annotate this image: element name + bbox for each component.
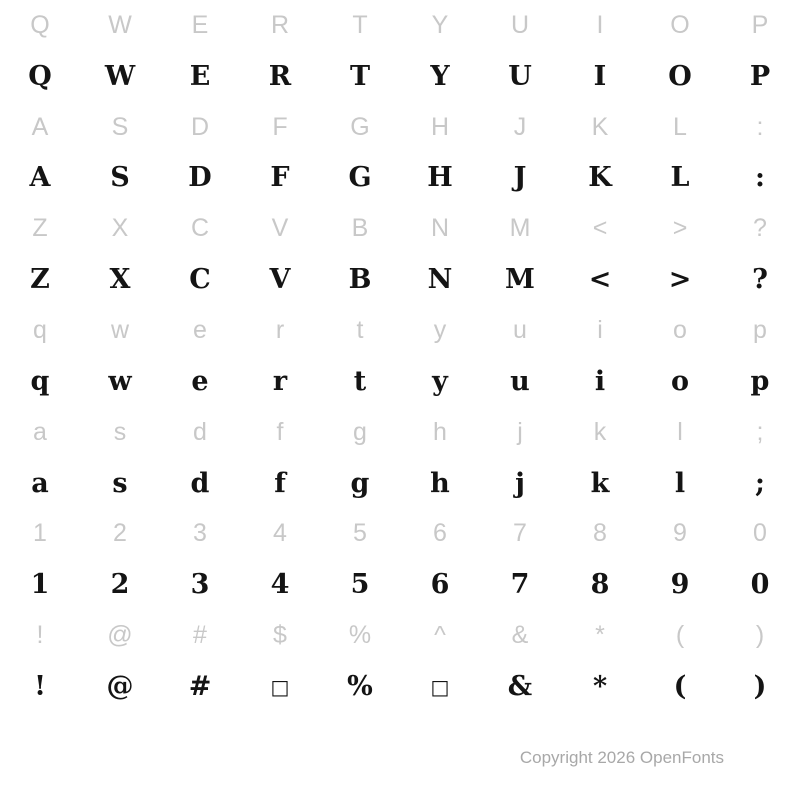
glyph-sample: < xyxy=(588,264,612,296)
glyph-sample: ? xyxy=(752,264,768,296)
key-label: ! xyxy=(36,621,44,650)
key-label: 0 xyxy=(753,519,767,548)
glyph-sample: u xyxy=(510,365,530,397)
key-label: F xyxy=(272,112,288,141)
key-label: B xyxy=(351,214,369,243)
glyph-sample: % xyxy=(347,671,373,703)
glyph-sample: X xyxy=(109,264,131,296)
key-label: % xyxy=(348,621,372,650)
glyph-sample: 9 xyxy=(670,569,690,601)
glyph-sample: Y xyxy=(430,60,450,92)
glyph-sample: S xyxy=(110,162,130,194)
key-label: i xyxy=(597,316,603,345)
glyph-sample: a xyxy=(31,467,49,499)
glyph-sample: ) xyxy=(753,671,767,703)
glyph-sample: r xyxy=(272,365,288,397)
glyph-sample: 6 xyxy=(430,569,450,601)
key-label: 6 xyxy=(433,519,447,548)
key-label: 4 xyxy=(273,519,287,548)
glyph-sample: k xyxy=(590,467,610,499)
key-label: H xyxy=(430,112,450,141)
glyph-sample: Z xyxy=(30,264,50,296)
glyph-sample: 8 xyxy=(590,569,610,601)
key-label: y xyxy=(433,316,447,345)
glyph-sample: g xyxy=(350,467,370,499)
key-label: $ xyxy=(273,621,287,650)
glyph-sample: l xyxy=(674,467,686,499)
key-label: * xyxy=(595,621,605,650)
glyph-sample: & xyxy=(507,671,533,703)
key-label: r xyxy=(275,316,285,345)
key-label: G xyxy=(350,112,370,141)
glyph-sample: W xyxy=(104,60,136,92)
key-label: g xyxy=(353,417,367,446)
glyph-sample: T xyxy=(349,60,371,92)
key-label: w xyxy=(110,316,130,345)
glyph-sample: A xyxy=(29,162,51,194)
glyph-sample: w xyxy=(108,365,132,397)
glyph-sample: □ xyxy=(270,674,290,699)
key-label: E xyxy=(191,10,209,39)
key-label: L xyxy=(673,112,687,141)
glyph-sample: e xyxy=(191,365,209,397)
glyph-sample: * xyxy=(592,671,608,703)
glyph-sample: I xyxy=(593,60,607,92)
key-label: X xyxy=(111,214,129,243)
key-label: h xyxy=(433,417,447,446)
glyph-sample: o xyxy=(670,365,689,397)
glyph-sample: □ xyxy=(430,674,450,699)
glyph-sample: 5 xyxy=(350,569,370,601)
glyph-sample: d xyxy=(190,467,210,499)
key-label: J xyxy=(513,112,527,141)
glyph-sample: Q xyxy=(28,60,52,92)
key-label: l xyxy=(677,417,683,446)
glyph-sample: H xyxy=(427,162,453,194)
glyph-sample: p xyxy=(750,365,770,397)
key-label: @ xyxy=(107,621,133,650)
glyph-sample: ( xyxy=(673,671,687,703)
glyph-sample: s xyxy=(112,467,128,499)
key-label: P xyxy=(751,10,769,39)
key-label: V xyxy=(271,214,289,243)
glyph-sample: i xyxy=(594,365,606,397)
key-label: j xyxy=(517,417,523,446)
key-label: p xyxy=(753,316,767,345)
glyph-sample: # xyxy=(188,671,212,703)
glyph-sample: 2 xyxy=(110,569,130,601)
glyph-sample: J xyxy=(513,162,527,194)
key-label: T xyxy=(352,10,368,39)
key-label: C xyxy=(190,214,210,243)
key-label: Y xyxy=(431,10,449,39)
glyph-sample: 7 xyxy=(510,569,530,601)
glyph-sample: @ xyxy=(106,671,134,703)
key-label: d xyxy=(193,417,207,446)
key-label: k xyxy=(593,417,607,446)
glyph-sample: t xyxy=(353,365,367,397)
key-label: ? xyxy=(753,214,767,243)
key-label: & xyxy=(511,621,529,650)
key-label: ^ xyxy=(434,621,446,650)
key-label: ; xyxy=(756,417,764,446)
key-label: < xyxy=(592,214,608,243)
glyph-sample: B xyxy=(348,264,372,296)
glyph-sample: 1 xyxy=(30,569,50,601)
key-label: s xyxy=(113,417,127,446)
key-label: > xyxy=(672,214,688,243)
glyph-sample: N xyxy=(427,264,453,296)
key-label: A xyxy=(31,112,49,141)
glyph-sample: L xyxy=(670,162,690,194)
key-label: e xyxy=(193,316,207,345)
glyph-sample: 0 xyxy=(750,569,770,601)
key-label: U xyxy=(510,10,530,39)
key-label: M xyxy=(509,214,531,243)
glyph-sample: : xyxy=(755,162,765,194)
key-label: ( xyxy=(675,621,685,650)
glyph-sample: C xyxy=(189,264,211,296)
key-label: q xyxy=(33,316,47,345)
key-label: f xyxy=(276,417,284,446)
key-label: t xyxy=(356,316,364,345)
glyph-sample: R xyxy=(268,60,292,92)
key-label: W xyxy=(108,10,132,39)
glyph-sample: U xyxy=(508,60,532,92)
key-label: N xyxy=(430,214,450,243)
key-label: K xyxy=(591,112,609,141)
key-label: 7 xyxy=(513,519,527,548)
glyph-sample: h xyxy=(430,467,450,499)
glyph-sample: M xyxy=(505,264,535,296)
key-label: I xyxy=(596,10,604,39)
key-label: o xyxy=(673,316,687,345)
glyph-sample: y xyxy=(432,365,448,397)
glyph-sample: O xyxy=(668,60,692,92)
glyph-sample: V xyxy=(269,264,291,296)
glyph-sample: P xyxy=(749,60,771,92)
key-label: ) xyxy=(755,621,765,650)
glyph-sample: 3 xyxy=(190,569,210,601)
glyph-sample: ; xyxy=(755,467,765,499)
key-label: 5 xyxy=(353,519,367,548)
glyph-sample: E xyxy=(189,60,211,92)
glyph-sample: f xyxy=(274,467,286,499)
key-label: 1 xyxy=(33,519,47,548)
key-label: : xyxy=(756,112,764,141)
key-label: D xyxy=(190,112,210,141)
key-label: 9 xyxy=(673,519,687,548)
glyph-sample: q xyxy=(30,365,50,397)
glyph-sample: K xyxy=(588,162,612,194)
glyph-sample: G xyxy=(348,162,372,194)
glyph-sample: j xyxy=(515,467,525,499)
key-label: O xyxy=(670,10,690,39)
glyph-sample: 4 xyxy=(270,569,290,601)
glyph-sample: F xyxy=(270,162,290,194)
key-label: # xyxy=(193,621,207,650)
glyph-sample: D xyxy=(188,162,212,194)
key-label: S xyxy=(111,112,129,141)
key-label: u xyxy=(513,316,527,345)
copyright-notice: Copyright 2026 OpenFonts xyxy=(519,748,724,767)
key-label: Q xyxy=(30,10,50,39)
key-label: R xyxy=(270,10,290,39)
key-label: 3 xyxy=(193,519,207,548)
key-label: 8 xyxy=(593,519,607,548)
glyph-sample: > xyxy=(668,264,692,296)
key-label: a xyxy=(33,417,47,446)
key-label: 2 xyxy=(113,519,127,548)
key-label: Z xyxy=(32,214,48,243)
glyph-sample: ! xyxy=(34,671,46,703)
